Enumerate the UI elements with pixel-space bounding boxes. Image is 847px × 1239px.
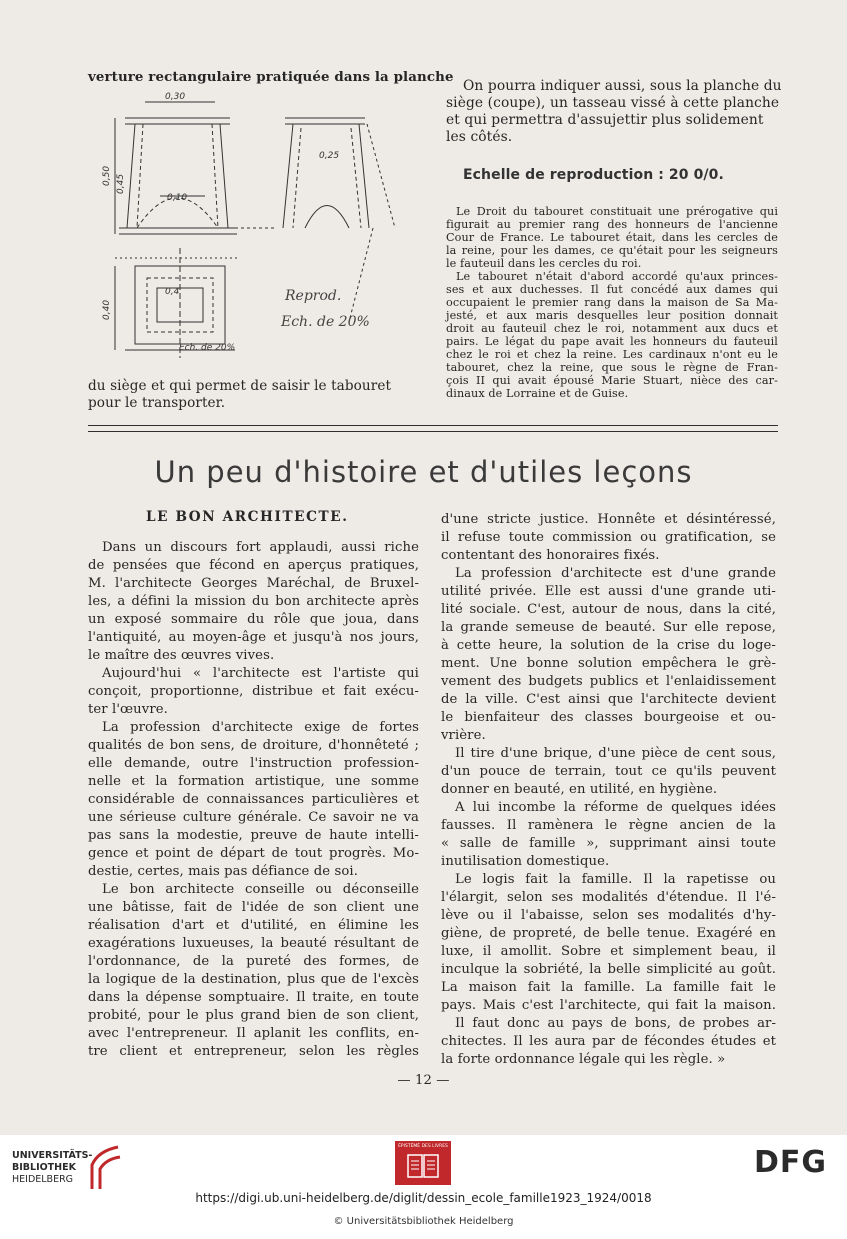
reprod-note: Reprod.	[285, 288, 342, 304]
text-line: de pensées que fécond en aperçus pratiques,	[88, 558, 419, 573]
text-line: ter l'œuvre.	[88, 702, 168, 717]
article-title: Un peu d'histoire et d'utiles leçons	[154, 455, 693, 489]
page-number: — 12 —	[397, 1073, 450, 1088]
text-line: qualités de bon sens, de droiture, d'honnêteté ;	[88, 738, 419, 753]
library-emblem-icon	[88, 1145, 122, 1191]
text-line: La profession d'architecte est d'une grande	[455, 566, 776, 581]
permalink[interactable]: https://digi.ub.uni-heidelberg.de/diglit/dessin_ecole_famille1923_1924/0018	[195, 1191, 652, 1205]
text-line: dans la dépense somptuaire. Il traite, en toute	[88, 990, 419, 1005]
library-name-1: UNIVERSITÄTS-	[12, 1150, 93, 1161]
note-line: le fauteuil dans les cercles du roi.	[446, 257, 642, 270]
text-line: une sérieuse culture générale. Ce savoir ne va	[88, 810, 419, 825]
text-line: conçoit, proportionne, distribue et fait exécu-	[88, 684, 419, 699]
text-line: A lui incombe la réforme de quelques idées	[455, 800, 776, 815]
text-line: giène, de propreté, de belle tenue. Exagéré en	[441, 926, 776, 941]
separator-rule	[88, 425, 778, 426]
text-line: Il faut donc au pays de bons, de probes ar-	[455, 1016, 776, 1031]
text-line: les, a défini la mission du bon architecte après	[88, 594, 419, 609]
center-logo[interactable]	[395, 1141, 451, 1185]
text-line: chitectes. Il les aura par de fécondes études et	[441, 1034, 776, 1049]
text-line: donner en beauté, en utilité, en hygiène.	[441, 782, 718, 797]
dim-label: 0,30	[165, 92, 186, 102]
note-line: ses et aux duchesses. Il fut concédé aux dames qui	[446, 283, 778, 296]
text-line: pas sans la modestie, preuve de haute intelli-	[88, 828, 419, 843]
text-line: lité sociale. C'est, autour de nous, dans la cité,	[441, 602, 776, 617]
text-line: gence et point de départ de tout progrès. Mo-	[88, 846, 419, 861]
text-line: inutilisation domestique.	[441, 854, 610, 869]
note-line: la reine, pour les dames, ce qu'était pour les seigneurs	[446, 244, 778, 257]
dim-label: 0,4	[165, 287, 180, 297]
library-name-2: BIBLIOTHEK	[12, 1162, 76, 1173]
text-line: réalisation d'art et d'utilité, en élimine les	[88, 918, 419, 933]
text-line: l'élargit, selon ses modalités d'étendue. Il l'é-	[441, 890, 776, 905]
text-line: Aujourd'hui « l'architecte est l'artiste qui	[102, 666, 419, 681]
dim-label: 0,50	[102, 165, 112, 186]
text-line: le maître des œuvres vives.	[88, 648, 275, 663]
separator-rule	[88, 431, 778, 432]
library-name-3: HEIDELBERG	[12, 1174, 74, 1185]
text-line: lève ou il l'abaisse, selon ses modalités d'hy-	[441, 908, 776, 923]
text-line: considérable de connaissances particulières et	[88, 792, 419, 807]
text-line: fausses. Il ramènera le règne ancien de la	[441, 818, 776, 833]
note-line: chez le roi et chez la reine. Les cardinaux n'ont eu le	[446, 348, 778, 361]
text-line: Le bon architecte conseille ou déconseille	[102, 882, 419, 897]
text-line: La maison fait la famille. La famille fait le	[441, 980, 776, 995]
text-line: l'antiquité, au moyen-âge et jusqu'à nos jours,	[88, 630, 419, 645]
dim-label: 0,40	[102, 299, 112, 320]
text-line: destie, certes, mais pas défiance de soi.	[88, 864, 359, 879]
text-line: de la ville. C'est ainsi que l'architecte devient	[441, 692, 776, 707]
right-para-line: On pourra indiquer aussi, sous la planche du	[463, 78, 782, 94]
text-line: une bâtisse, fait de l'idée de son client une	[88, 900, 419, 915]
note-line: Le tabouret n'était d'abord accordé qu'aux princes-	[456, 270, 778, 283]
scale-title: Echelle de reproduction : 20 0/0.	[463, 167, 724, 183]
text-line: utilité privée. Elle est aussi d'une grande uti-	[441, 584, 776, 599]
intro-line: verture rectangulaire pratiquée dans la planche	[88, 69, 454, 85]
text-line: un exposé sommaire du rôle que joua, dans	[88, 612, 419, 627]
text-line: elle demande, outre l'instruction profession-	[88, 756, 419, 771]
dim-label: 0,10	[167, 193, 188, 203]
text-line: la grande semeuse de beauté. Sur elle repose,	[441, 620, 776, 635]
note-line: jesté, et aux maris desquelles leur position donnait	[446, 309, 778, 322]
right-para-line: et qui permettra d'assujettir plus solidement	[446, 112, 764, 128]
text-line: Le logis fait la famille. Il la rapetisse ou	[455, 872, 776, 887]
text-line: probité, pour le plus grand bien de son client,	[88, 1008, 419, 1023]
text-line: nelle et la formation artistique, une somme	[88, 774, 419, 789]
text-line: luxe, il amollit. Sobre et simplement beau, il	[441, 944, 776, 959]
ub-heidelberg-logo[interactable]	[12, 1141, 122, 1191]
text-line: l'ordonnance, de la pureté des formes, de	[88, 954, 419, 969]
note-line: Le Droit du tabouret constituait une prérogative qui	[456, 205, 778, 218]
text-line: inculque la sobriété, la belle simplicité au goût.	[441, 962, 776, 977]
text-line: avec l'entrepreneur. Il aplanit les conflits, en-	[88, 1026, 419, 1041]
note-line: pairs. Le légat du pape avait les honneurs du fauteuil	[446, 335, 778, 348]
text-line: à cette heure, la solution de la crise du loge-	[441, 638, 776, 653]
text-line: La profession d'architecte exige de fortes	[102, 720, 419, 735]
dim-label: Ech. de 20%	[179, 343, 236, 353]
text-line: exagérations luxueuses, la beauté résultant de	[88, 936, 419, 951]
tabouret-drawing	[102, 88, 405, 370]
dim-label: 0,25	[319, 151, 340, 161]
text-line: Il tire d'une brique, d'une pièce de cent sous,	[455, 746, 776, 761]
text-line: vement des budgets publics et l'enlaidissement	[441, 674, 776, 689]
viewer-footer	[0, 1135, 847, 1239]
text-line: il refuse toute commission ou gratification, se	[441, 530, 776, 545]
note-line: tabouret, chez la reine, que sous le règne de Fran-	[446, 361, 778, 374]
right-para-line: les côtés.	[446, 129, 513, 145]
scale-note: Ech. de 20%	[281, 314, 370, 330]
note-line: Cour de France. Le tabouret était, dans les cercles de	[446, 231, 778, 244]
text-line: pays. Mais c'est l'architecte, qui fait la maison.	[441, 998, 776, 1013]
right-para-line: siège (coupe), un tasseau vissé à cette planche	[446, 95, 780, 111]
note-line: figurait au premier rang des honneurs de l'ancienne	[446, 218, 778, 231]
text-line: vrière.	[441, 728, 486, 743]
text-line: le bienfaiteur des classes bourgeoise et ou-	[441, 710, 776, 725]
text-line: Dans un discours fort applaudi, aussi riche	[102, 540, 419, 555]
text-line: la forte ordonnance légale qui les règle. »	[441, 1052, 726, 1067]
copyright: © Universitätsbibliothek Heidelberg	[333, 1216, 514, 1227]
dim-label: 0,45	[116, 173, 126, 194]
text-line: M. l'architecte Georges Maréchal, de Bruxel-	[88, 576, 419, 591]
note-line: occupaient le premier rang dans la maison de Sa Ma-	[446, 296, 778, 309]
text-line: d'un pouce de terrain, tout ce qu'ils peuvent	[441, 764, 776, 779]
book-icon	[407, 1153, 439, 1179]
text-line: d'une stricte justice. Honnête et désintéressé,	[441, 512, 776, 527]
text-line: la logique de la destination, plus que de l'excès	[88, 972, 419, 987]
note-line: droit au fauteuil chez le roi, notamment aux ducs et	[446, 322, 778, 335]
text-line: ment. Une bonne solution empêchera le grè-	[441, 656, 776, 671]
text-line: contentant des honoraires fixés.	[441, 548, 660, 563]
note-line: dinaux de Lorraine et de Guise.	[446, 387, 629, 400]
dfg-logo[interactable]: DFG	[754, 1145, 828, 1180]
text-line: tre client et entrepreneur, selon les règles	[88, 1044, 419, 1059]
after-drawing-line: du siège et qui permet de saisir le tabouret	[88, 378, 392, 394]
after-drawing-line: pour le transporter.	[88, 395, 226, 411]
note-line: çois II qui avait épousé Marie Stuart, nièce des car-	[446, 374, 778, 387]
text-line: « salle de famille », supprimant ainsi toute	[441, 836, 776, 851]
article-heading: LE BON ARCHITECTE.	[146, 509, 349, 525]
center-logo-text: ÉPISTÉMÈ DES LIVRES	[398, 1144, 448, 1149]
